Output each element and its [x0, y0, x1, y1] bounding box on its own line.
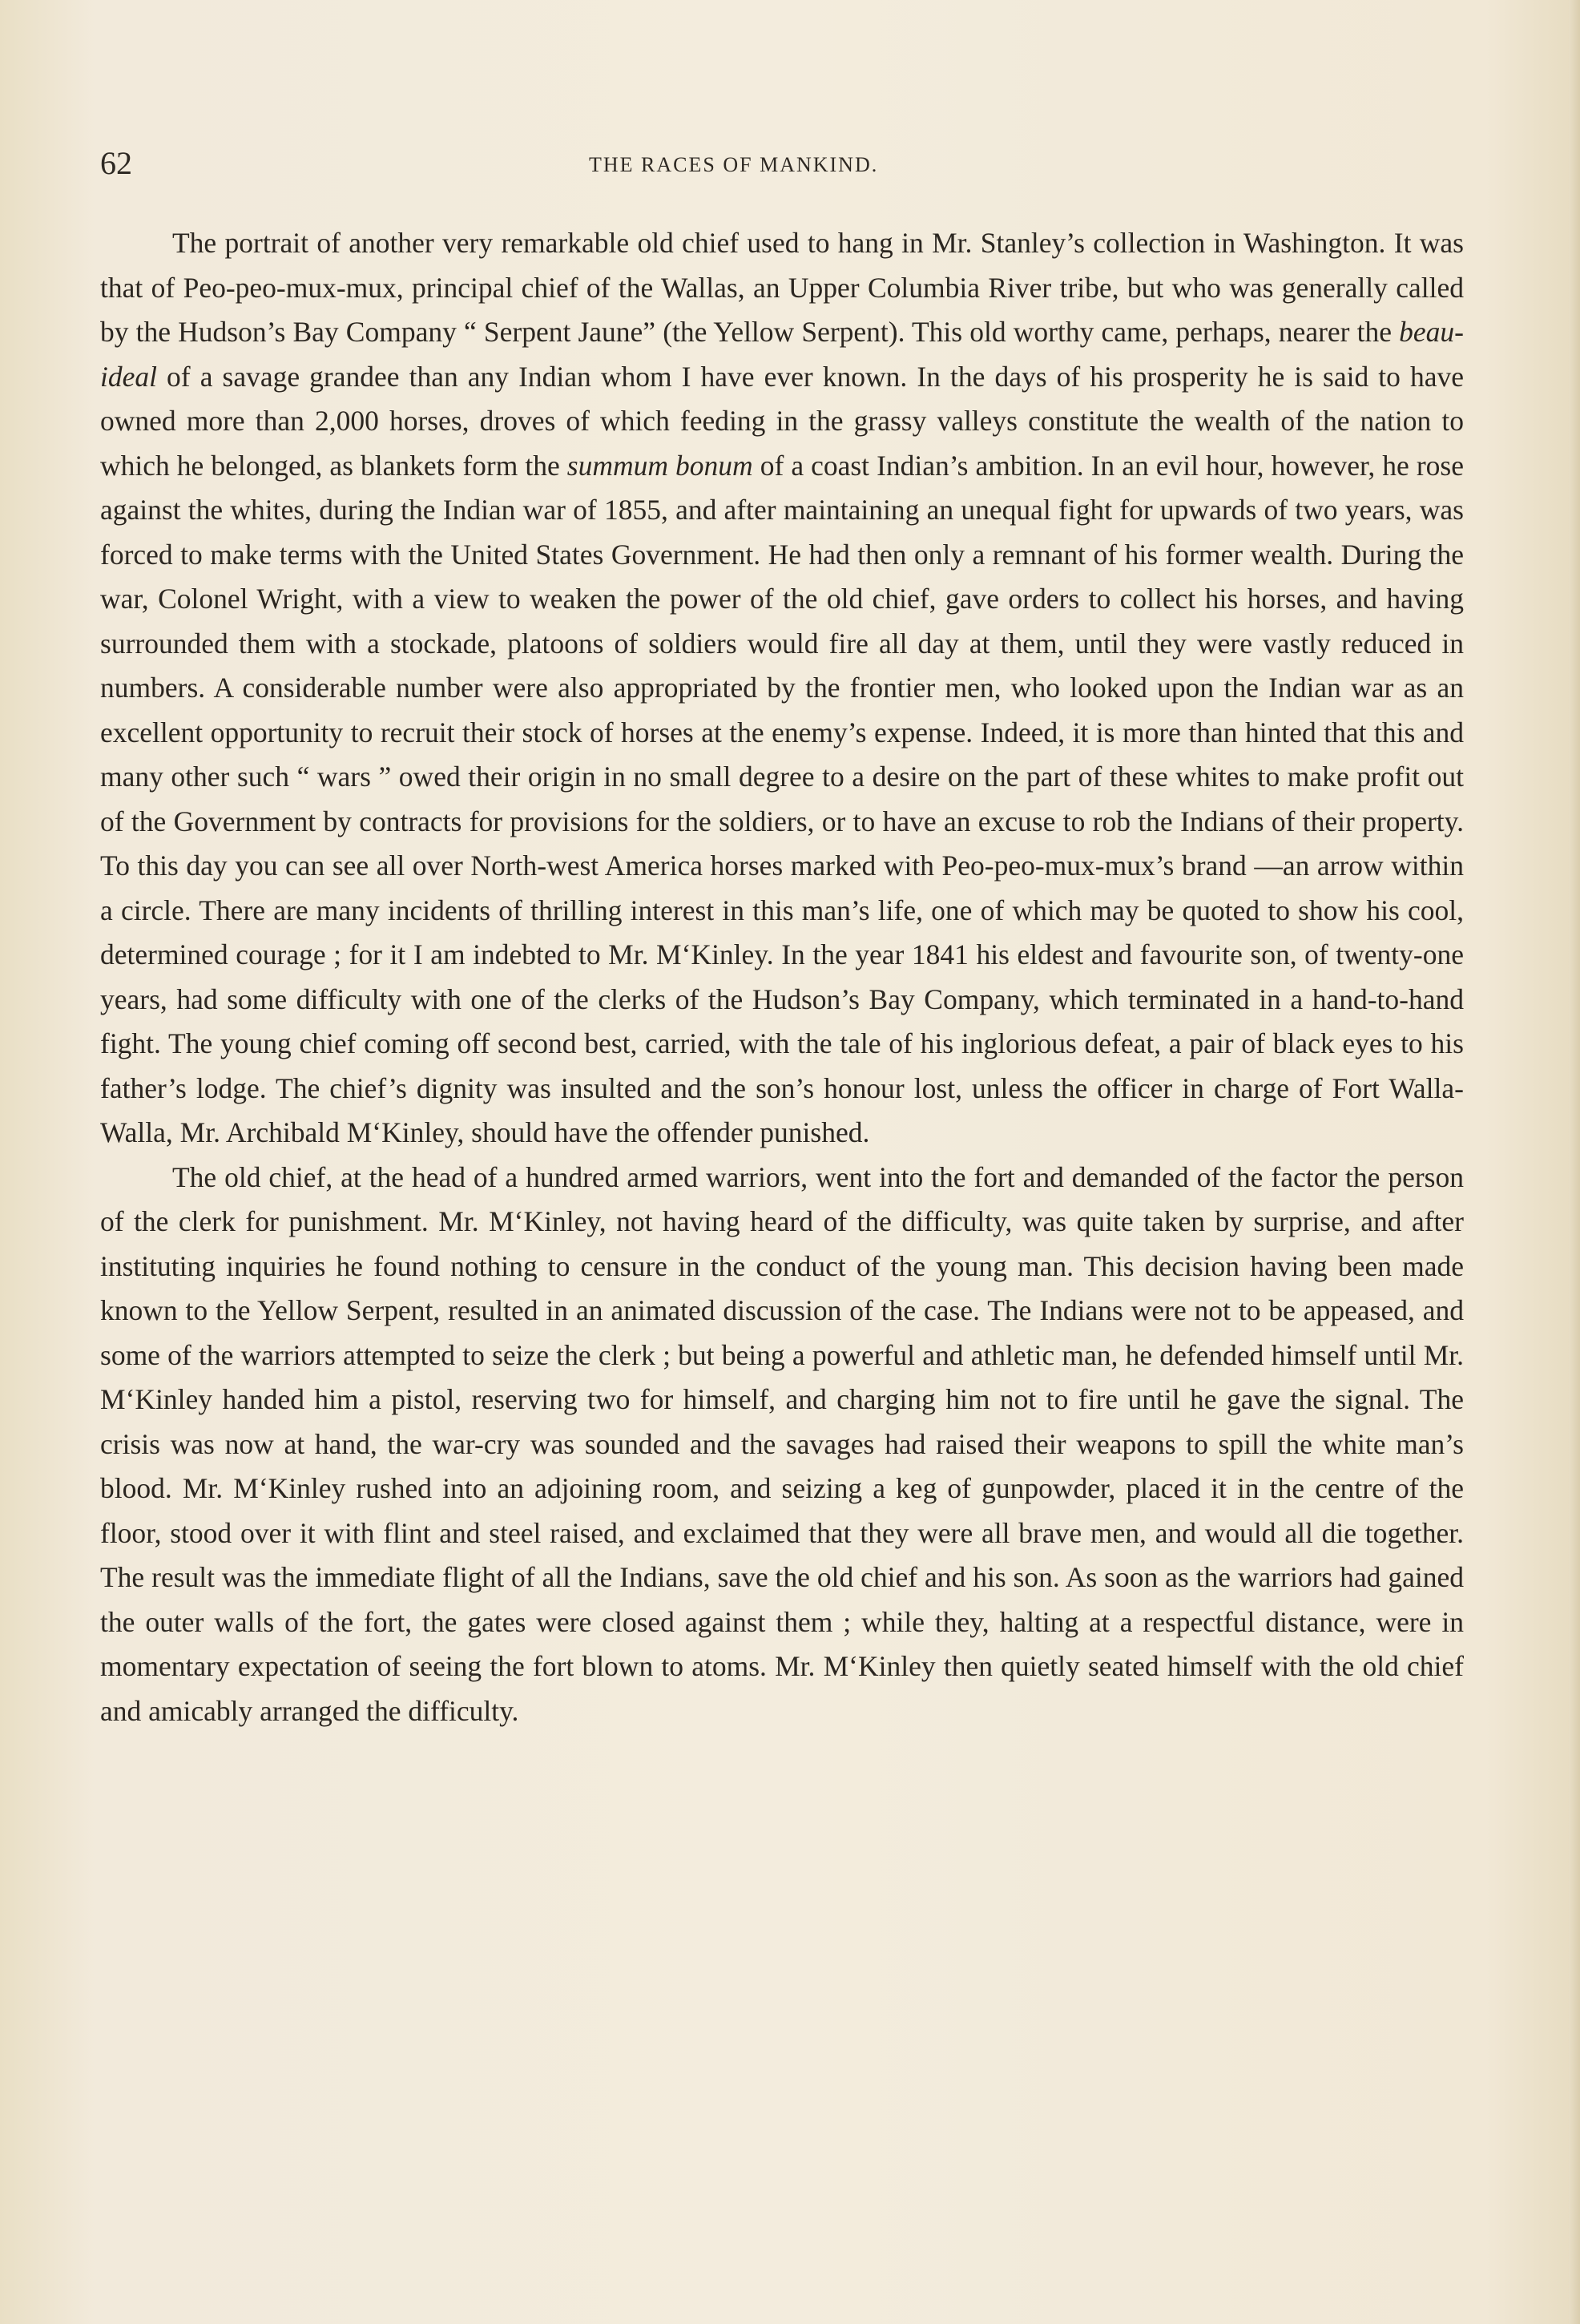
italic-phrase-summum-bonum: summum bonum: [566, 449, 753, 482]
page-edge: [1569, 0, 1580, 2324]
italic-phrase-beau-ideal: beau-ideal: [100, 316, 1464, 393]
body-text: [100, 221, 1464, 1733]
paragraph-1: [100, 221, 1464, 1156]
page-number: 62: [100, 145, 132, 181]
text-segment: of a savage grandee than any Indian whom I have ever known. In the days of his prosperity he is said to have owned more than 2,000 horses, droves of which feeding in the grassy valleys constitute the wealth of the nation to which he belonged, as blankets form the: [100, 360, 1464, 482]
paragraph-2: [100, 1156, 1464, 1734]
page-header: [100, 143, 1462, 191]
text-segment: The portrait of another very remarkable old chief used to hang in Mr. Stanley’s collection in Washington. It was that of Peo-peo-mux-mux, principal chief of the Wallas, an Upper Columbia River tribe, but who was generally called by the Hudson’s Bay Company “ Serpent Jaune” (the Yellow Serpent). This old worthy came, perhaps, nearer the: [100, 227, 1464, 348]
text-segment: of a coast Indian’s ambition. In an evil hour, however, he rose against the whites, during the Indian war of 1855, and after maintaining an unequal fight for upwards of two years, was forced to make terms with the United States Government. He had then only a remnant of his former wealth. During the war, Colonel Wright, with a view to weaken the power of the old chief, gave orders to collect his horses, and having surrounded them with a stockade, platoons of soldiers would fire all day at them, until they were vastly reduced in numbers. A considerable number were also appropriated by the frontier men, who looked upon the Indian war as an excellent opportunity to recruit their stock of horses at the enemy’s expense. Indeed, it is more than hinted that this and many other such “ wars ” owed their origin in no small degree to a desire on the part of these whites to make profit out of the Government by contracts for provisions for the soldiers, or to have an excuse to rob the Indians of their property. To this day you can see all over North-west America horses marked with Peo-peo-mux-mux’s brand —an arrow within a circle. There are many incidents of thrilling interest in this man’s life, one of which may be quoted to show his cool, determined courage ; for it I am indebted to Mr. M‘Kinley. In the year 1841 his eldest and favourite son, of twenty-one years, had some difficulty with one of the clerks of the Hudson’s Bay Company, which terminated in a hand-to-hand fight. The young chief coming off second best, carried, with the tale of his inglorious defeat, a pair of black eyes to his father’s lodge. The chief’s dignity was insulted and the son’s honour lost, unless the officer in charge of Fort Walla-Walla, Mr. Archibald M‘Kinley, should have the offender punished.: [100, 449, 1464, 1148]
running-title: THE RACES OF MANKIND.: [589, 153, 879, 176]
text-segment: The old chief, at the head of a hundred armed warriors, went into the fort and demanded of the factor the person of the clerk for punishment. Mr. M‘Kinley, not having heard of the difficulty, was quite taken by surprise, and after instituting inquiries he found nothing to censure in the conduct of the young man. This decision having been made known to the Yellow Serpent, resulted in an animated discussion of the case. The Indians were not to be appeased, and some of the warriors attempted to seize the clerk ; but being a powerful and athletic man, he defended himself until Mr. M‘Kinley handed him a pistol, reserving two for himself, and charging him not to fire until he gave the signal. The crisis was now at hand, the war-cry was sounded and the savages had raised their weapons to spill the white man’s blood. Mr. M‘Kinley rushed into an adjoining room, and seizing a keg of gunpowder, placed it in the centre of the floor, stood over it with flint and steel raised, and exclaimed that they were all brave men, and would all die together. The result was the immediate flight of all the Indians, save the old chief and his son. As soon as the warriors had gained the outer walls of the fort, the gates were closed against them ; while they, halting at a respectful distance, were in momentary expectation of seeing the fort blown to atoms. Mr. M‘Kinley then quietly seated himself with the old chief and amicably arranged the difficulty.: [100, 1160, 1464, 1727]
